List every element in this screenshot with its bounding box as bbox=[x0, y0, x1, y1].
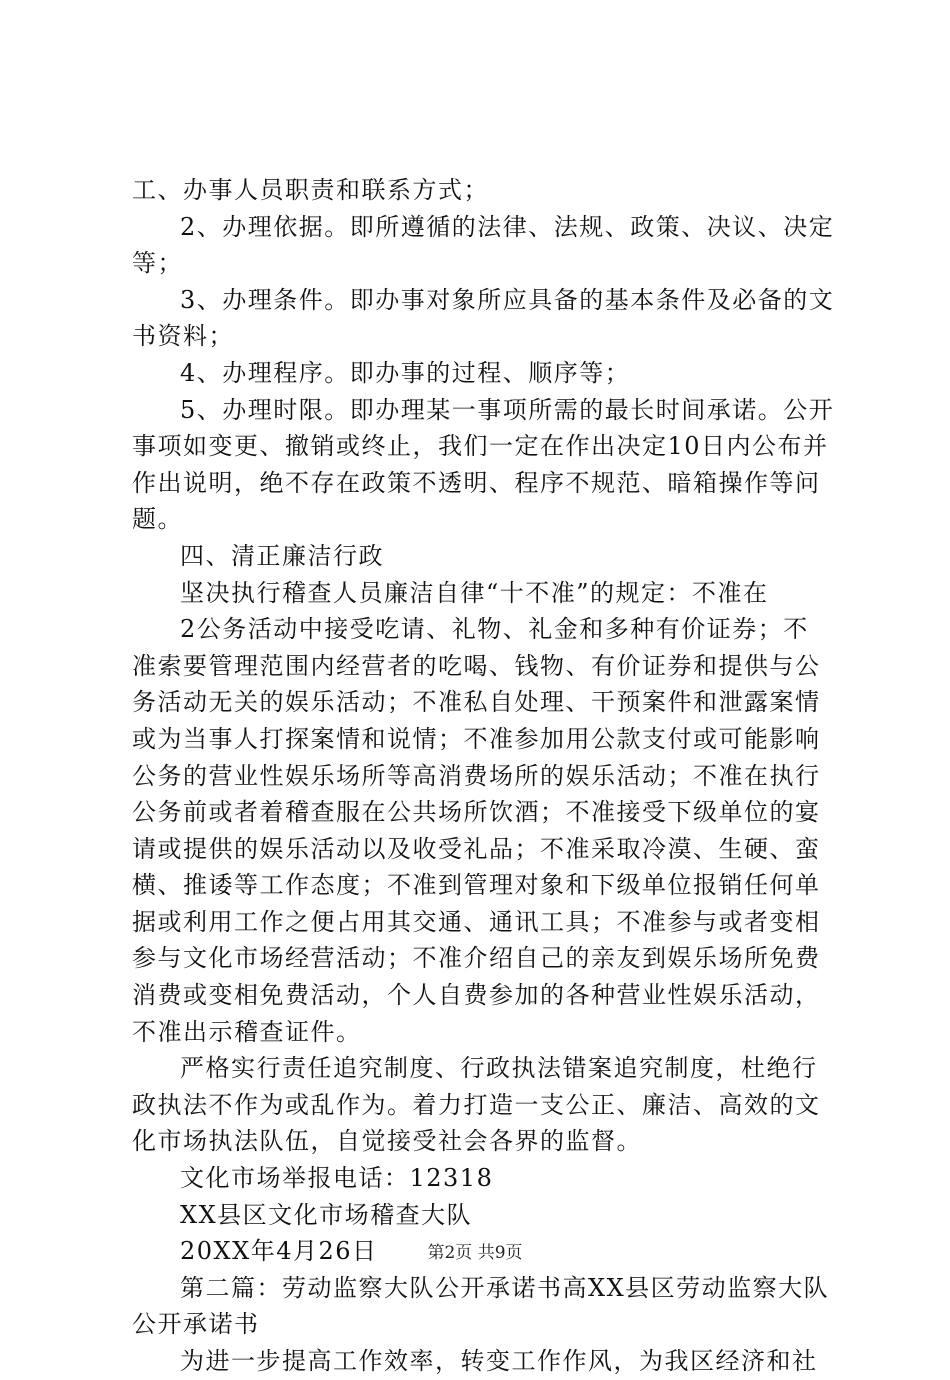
text-line: 2、办理依据。即所遵循的法律、法规、政策、决议、决定 bbox=[180, 212, 835, 241]
text-line: 或为当事人打探案情和说情；不准参加用公款支付或可能影响 bbox=[132, 724, 821, 753]
text-line: 消费或变相免费活动，个人自费参加的各种营业性娱乐活动， bbox=[132, 981, 821, 1010]
text-line: 书资料； bbox=[132, 322, 234, 351]
text-line: 4、办理程序。即办事的过程、顺序等； bbox=[180, 358, 631, 387]
text-line: 四、清正廉洁行政 bbox=[180, 541, 384, 570]
text-line: 务活动无关的娱乐活动；不准私自处理、干预案件和泄露案情 bbox=[132, 688, 821, 717]
text-line: 公务前或者着稽查服在公共场所饮酒；不准接受下级单位的宴 bbox=[132, 798, 821, 827]
text-line: 为进一步提高工作效率，转变工作作风，为我区经济和社 bbox=[180, 1347, 818, 1375]
text-line: 参与文化市场经营活动；不准介绍自己的亲友到娱乐场所免费 bbox=[132, 944, 821, 973]
text-line: 工、办事人员职责和联系方式； bbox=[132, 176, 489, 204]
text-line: 公务的营业性娱乐场所等高消费场所的娱乐活动；不准在执行 bbox=[132, 761, 821, 790]
text-line: 据或利用工作之便占用其交通、通讯工具；不准参与或者变相 bbox=[132, 907, 821, 936]
text-line: 等； bbox=[132, 249, 183, 278]
text-line: 公开承诺书 bbox=[132, 1310, 260, 1339]
text-line: 5、办理时限。即办理某一事项所需的最长时间承诺。公开 bbox=[180, 395, 835, 424]
text-line: 2公务活动中接受吃请、礼物、礼金和多种有价证券；不 bbox=[180, 615, 809, 644]
text-line: 3、办理条件。即办事对象所应具备的基本条件及必备的文 bbox=[180, 285, 835, 314]
text-line: 题。 bbox=[132, 505, 183, 534]
text-line: 作出说明，绝不存在政策不透明、程序不规范、暗箱操作等问 bbox=[132, 468, 821, 497]
text-line: 不准出示稽查证件。 bbox=[132, 1017, 362, 1046]
text-line: 准索要管理范围内经营者的吃喝、钱物、有价证券和提供与公 bbox=[132, 651, 821, 680]
text-line: 事项如变更、撤销或终止，我们一定在作出决定10日内公布并 bbox=[132, 432, 829, 461]
text-line: 请或提供的娱乐活动以及收受礼品；不准采取冷漠、生硬、蛮 bbox=[132, 834, 821, 863]
text-line: 政执法不作为或乱作为。着力打造一支公正、廉洁、高效的文 bbox=[132, 1090, 821, 1119]
page-footer: 第2页 共9页 bbox=[427, 1243, 523, 1263]
text-line: 文化市场举报电话：12318 bbox=[180, 1164, 494, 1193]
text-line: 严格实行责任追究制度、行政执法错案追究制度，杜绝行 bbox=[180, 1054, 818, 1083]
text-line: 坚决执行稽查人员廉洁自律“十不准”的规定：不准在 bbox=[180, 578, 769, 607]
document-body bbox=[132, 172, 835, 1380]
text-line: 第二篇：劳动监察大队公开承诺书高XX县区劳动监察大队 bbox=[180, 1273, 830, 1302]
text-line: 横、推诿等工作态度；不准到管理对象和下级单位报销任何单 bbox=[132, 871, 821, 900]
text-line: 化市场执法队伍，自觉接受社会各界的监督。 bbox=[132, 1127, 642, 1156]
text-line: 20XX年4月26日 bbox=[180, 1237, 378, 1266]
text-line: XX县区文化市场稽查大队 bbox=[180, 1200, 473, 1229]
